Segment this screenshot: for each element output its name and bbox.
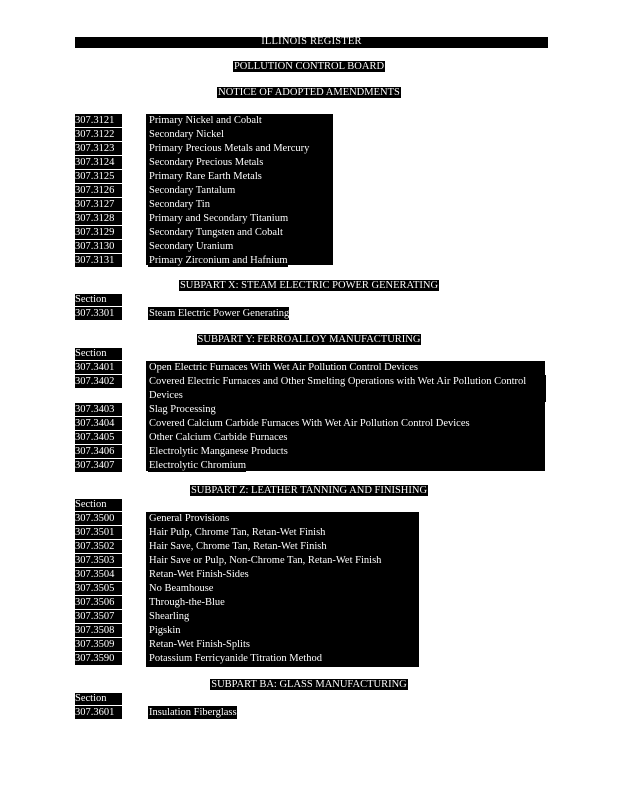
section-description: Covered Calcium Carbide Furnaces With Wet Air Pollution Control Devices [149, 418, 470, 429]
section-number: 307.3401 [75, 361, 122, 374]
section-number: 307.3121 [75, 114, 122, 127]
section-number: 307.3405 [75, 431, 122, 444]
section-description: Open Electric Furnaces With Wet Air Pollution Control Devices [149, 362, 418, 373]
subpart-z-title [0, 485, 618, 497]
section-number: 307.3404 [75, 417, 122, 430]
section-description: Shearling [149, 611, 190, 622]
section-number: 307.3130 [75, 240, 122, 253]
section-description: Secondary Uranium [149, 241, 234, 252]
section-description: Covered Electric Furnaces and Other Smelting Operations with Wet Air Pollution Control Devices [148, 375, 546, 402]
subpart-y-title [0, 334, 618, 346]
section-description: Primary Precious Metals and Mercury [149, 143, 310, 154]
section-description: Primary Rare Earth Metals [149, 171, 262, 182]
section-description: Primary Zirconium and Hafnium [149, 255, 288, 266]
register-title: ILLINOIS REGISTER [261, 36, 362, 47]
section-number: 307.3124 [75, 156, 122, 169]
subpart-x-section-label: Section [75, 294, 122, 306]
section-number: 307.3131 [75, 254, 122, 267]
section-description: Primary and Secondary Titanium [149, 213, 289, 224]
section-description: Retan-Wet Finish-Splits [149, 639, 250, 650]
section-number: 307.3122 [75, 128, 122, 141]
section-number: 307.3128 [75, 212, 122, 225]
section-number: 307.3601 [75, 706, 122, 719]
subpart-ba-section-label: Section [75, 693, 122, 705]
section-number: 307.3407 [75, 459, 122, 472]
section-description: Primary Nickel and Cobalt [149, 115, 262, 126]
agency-title [0, 61, 618, 73]
section-number: 307.3508 [75, 624, 122, 637]
subpart-ba-title [0, 679, 618, 691]
section-number: 307.3590 [75, 652, 122, 665]
section-number: 307.3123 [75, 142, 122, 155]
subpart-ba-title-text: SUBPART BA: GLASS MANUFACTURING [211, 679, 407, 690]
section-number: 307.3402 [75, 375, 122, 388]
section-number: 307.3301 [75, 307, 122, 320]
section-number: 307.3403 [75, 403, 122, 416]
section-description: Electrolytic Chromium [149, 460, 247, 471]
section-number: 307.3505 [75, 582, 122, 595]
section-description: Pigskin [149, 625, 181, 636]
section-description: Hair Save, Chrome Tan, Retan-Wet Finish [149, 541, 327, 552]
section-number: 307.3506 [75, 596, 122, 609]
subpart-z-title-text: SUBPART Z: LEATHER TANNING AND FINISHING [190, 485, 428, 496]
section-description: General Provisions [149, 513, 230, 524]
section-description: Hair Pulp, Chrome Tan, Retan-Wet Finish [149, 527, 326, 538]
section-number: 307.3125 [75, 170, 122, 183]
section-description: Slag Processing [149, 404, 216, 415]
section-number: 307.3509 [75, 638, 122, 651]
section-number: 307.3507 [75, 610, 122, 623]
section-number: 307.3127 [75, 198, 122, 211]
section-description: No Beamhouse [149, 583, 214, 594]
section-description: Secondary Tantalum [149, 185, 236, 196]
subpart-z-section-label: Section [75, 499, 122, 511]
section-description: Potassium Ferricyanide Titration Method [149, 653, 322, 664]
notice-title [0, 87, 618, 99]
section-description: Electrolytic Manganese Products [149, 446, 288, 457]
section-description: Through-the-Blue [149, 597, 225, 608]
subpart-x-title [0, 280, 618, 292]
section-description: Secondary Tin [149, 199, 210, 210]
section-description: Other Calcium Carbide Furnaces [149, 432, 288, 443]
subpart-y-title-text: SUBPART Y: FERROALLOY MANUFACTURING [197, 334, 421, 345]
section-number: 307.3406 [75, 445, 122, 458]
section-description: Retan-Wet Finish-Sides [149, 569, 249, 580]
section-description: Secondary Precious Metals [149, 157, 264, 168]
section-description: Secondary Nickel [149, 129, 224, 140]
section-description: Hair Save or Pulp, Non-Chrome Tan, Retan-Wet Finish [149, 555, 382, 566]
section-number: 307.3129 [75, 226, 122, 239]
section-number: 307.3502 [75, 540, 122, 553]
section-number: 307.3500 [75, 512, 122, 525]
section-description: Secondary Tungsten and Cobalt [149, 227, 283, 238]
section-number: 307.3501 [75, 526, 122, 539]
subpart-x-title-text: SUBPART X: STEAM ELECTRIC POWER GENERATING [179, 280, 439, 291]
agency-title-text: POLLUTION CONTROL BOARD [233, 61, 385, 72]
notice-title-text: NOTICE OF ADOPTED AMENDMENTS [218, 87, 400, 98]
section-number: 307.3504 [75, 568, 122, 581]
section-description: Insulation Fiberglass [149, 707, 237, 718]
section-number: 307.3503 [75, 554, 122, 567]
section-number: 307.3126 [75, 184, 122, 197]
section-description: Steam Electric Power Generating [149, 308, 290, 319]
subpart-y-section-label: Section [75, 348, 122, 360]
